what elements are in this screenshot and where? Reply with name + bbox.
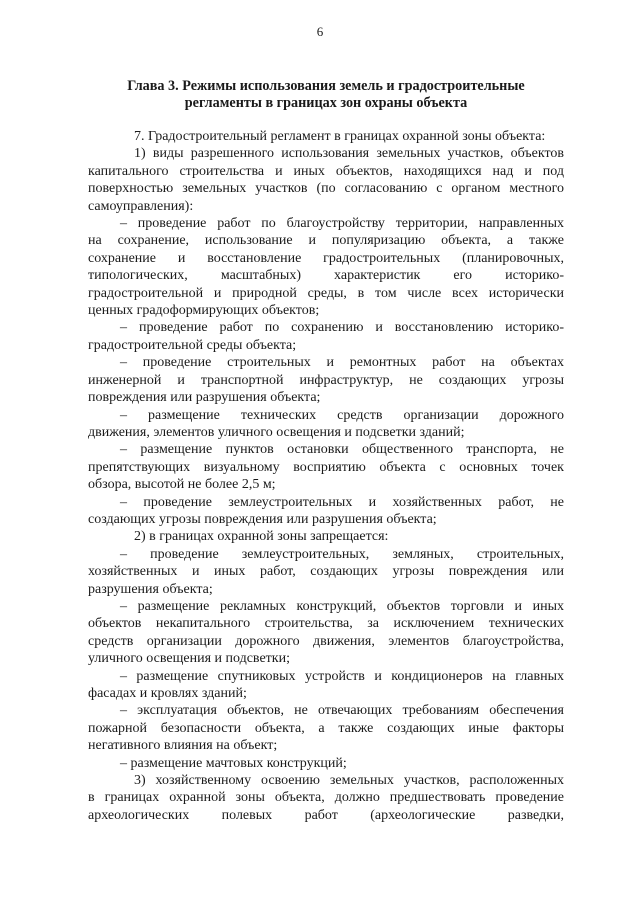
text-line: – проведение землеустроительных и хозяйственных работ, не <box>120 494 564 510</box>
text-line: поверхностью земельных участков (по согласованию с органом местного <box>88 181 564 197</box>
text-line: капитального строительства и иных объектов, находящихся над и под <box>88 163 564 179</box>
text-line: движения, элементов уличного освещения и подсветки зданий; <box>88 424 465 440</box>
text-line: – проведение работ по благоустройству территории, направленных <box>120 216 564 232</box>
text-line: ценных градоформирующих объектов; <box>88 303 320 319</box>
text-line: – проведение землеустроительных, земляных, строительных, <box>120 546 564 562</box>
text-line: 1) виды разрешенного использования земельных участков, объектов <box>134 146 564 162</box>
text-line: разрушения объекта; <box>88 581 213 597</box>
chapter-title <box>96 78 556 112</box>
text-line: типологических, масштабных) характеристик его историко- <box>88 268 564 284</box>
text-line: – размещение мачтовых конструкций; <box>120 755 347 771</box>
text-line: – размещение рекламных конструкций, объектов торговли и иных <box>120 598 564 614</box>
text-line: археологических полевых работ (археологические разведки, <box>88 807 564 823</box>
text-line: хозяйственных и иных работ, создающих угрозы повреждения или <box>88 564 564 580</box>
page-number: 6 <box>316 24 324 39</box>
text-line: сохранение и восстановление градостроительных (планировочных, <box>88 250 564 266</box>
body-text <box>88 128 564 824</box>
chapter-title-line-2: регламенты в границах зон охраны объекта <box>184 95 468 111</box>
text-line: препятствующих визуальному восприятию объекта с основных точек <box>88 459 564 475</box>
chapter-title-line-1: Глава 3. Режимы использования земель и градостроительные <box>127 78 525 94</box>
text-line: – эксплуатация объектов, не отвечающих требованиям обеспечения <box>120 703 564 719</box>
text-line: негативного влияния на объект; <box>88 738 278 754</box>
text-line: уличного освещения и подсветки; <box>88 651 290 667</box>
text-line: фасадах и кровлях зданий; <box>88 686 247 701</box>
text-line: – размещение технических средств организации дорожного <box>120 407 564 423</box>
text-line: инженерной и транспортной инфраструктур, не создающих угрозы <box>88 372 564 388</box>
text-line: – проведение работ по сохранению и восстановлению историко- <box>120 320 564 336</box>
text-line: создающих угрозы повреждения или разрушения объекта; <box>88 511 437 527</box>
text-line: – размещение пунктов остановки общественного транспорта, не <box>120 442 564 458</box>
text-line: градостроительной и природной среды, в том числе всех исторически <box>88 285 564 301</box>
text-line: пожарной безопасности объекта, а также создающих иные факторы <box>88 720 564 736</box>
text-line: объектов некапитального строительства, за исключением технических <box>88 616 564 632</box>
text-line: на сохранение, использование и популяризацию объекта, а также <box>88 233 564 249</box>
text-line: 7. Градостроительный регламент в границах охранной зоны объекта: <box>134 129 546 144</box>
text-line: обзора, высотой не более 2,5 м; <box>88 477 276 493</box>
text-line: в границах охранной зоны объекта, должно предшествовать проведение <box>88 790 564 806</box>
text-line: 3) хозяйственному освоению земельных участков, расположенных <box>134 773 564 789</box>
text-line: самоуправления): <box>88 198 194 214</box>
text-line: средств организации дорожного движения, элементов благоустройства, <box>88 633 564 649</box>
text-line: градостроительной среды объекта; <box>88 337 297 353</box>
text-line: – проведение строительных и ремонтных работ на объектах <box>120 355 564 371</box>
text-line: 2) в границах охранной зоны запрещается: <box>134 529 389 545</box>
text-line: – размещение спутниковых устройств и кондиционеров на главных <box>120 668 564 684</box>
text-line: повреждения или разрушения объекта; <box>88 390 321 406</box>
